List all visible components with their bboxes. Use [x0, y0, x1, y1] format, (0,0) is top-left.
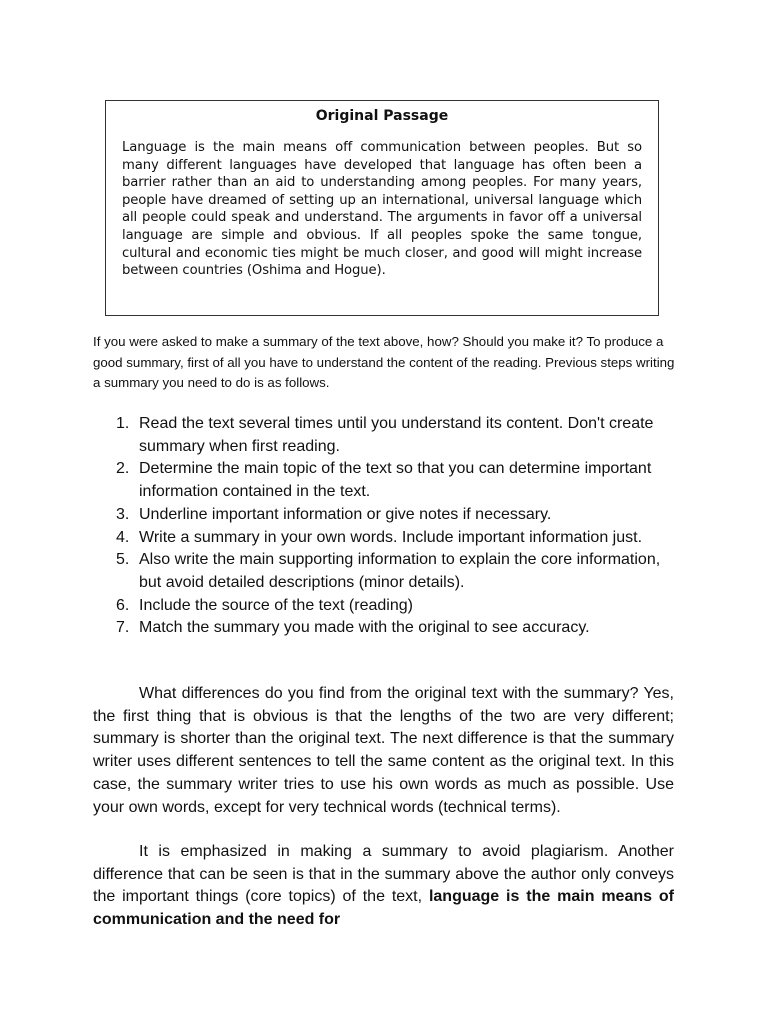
- paragraph-text: It is emphasized in making a summary to avoid plagiarism. Another difference that can be seen is that in the summary above the author only conveys the important things (core topics) of the text,: [93, 843, 674, 906]
- body-paragraph-plagiarism: [93, 841, 674, 932]
- original-passage-box: [105, 100, 659, 316]
- intro-paragraph: If you were asked to make a summary of the text above, how? Should you make it? To produce a good summary, first of all you have to understand the content of the reading. Previous steps writing a summary you need to do is as follows.: [93, 334, 675, 390]
- list-item-number: 7.: [116, 619, 130, 637]
- list-item-text: Read the text several times until you understand its content. Don't create summary when first reading.: [139, 415, 654, 455]
- list-item-text: Match the summary you made with the original to see accuracy.: [139, 619, 590, 637]
- paragraph-bold-text: language is the main means of communication and the need for: [93, 888, 674, 929]
- list-item-number: 5.: [116, 551, 130, 569]
- body-paragraph-differences: What differences do you find from the original text with the summary? Yes, the first thing that is obvious is that the lengths of the two are very different; summary is shorter than the original text. The next difference is that the summary writer uses different sentences to tell the same content as the original text. In this case, the summary writer tries to use his own words as much as possible. Use your own words, except for very technical words (technical terms).: [93, 685, 674, 816]
- list-item-text: Underline important information or give notes if necessary.: [139, 505, 552, 523]
- list-item-text: Determine the main topic of the text so that you can determine important information contained in the text.: [139, 460, 652, 501]
- list-item-text: Include the source of the text (reading): [139, 596, 413, 614]
- list-item: [93, 413, 683, 458]
- list-item-number: 2.: [116, 460, 130, 478]
- list-item: [93, 527, 683, 550]
- original-passage-text: Language is the main means off communication between peoples. But so many different languages have developed that language has often been a barrier rather than an aid to understanding among peoples. For many years, people have dreamed of setting up an international, universal language which all people could speak and understand. The arguments in favor off a universal language are simple and obvious. If all peoples spoke the same tongue, cultural and economic ties might be much closer, and good will might increase between countries (Oshima and Hogue).: [122, 140, 642, 279]
- list-item-number: 1.: [116, 415, 130, 432]
- list-item-number: 6.: [116, 596, 130, 614]
- list-item: [93, 504, 683, 527]
- list-item: [93, 549, 683, 594]
- list-item-text: Write a summary in your own words. Include important information just.: [139, 528, 643, 546]
- original-passage-title: Original Passage: [315, 108, 449, 124]
- list-item-text: Also write the main supporting information to explain the core information, but avoid detailed descriptions (minor details).: [139, 551, 661, 591]
- list-item-number: 3.: [116, 505, 130, 523]
- list-item: [93, 617, 683, 640]
- list-item-number: 4.: [116, 528, 130, 546]
- summary-steps-list: [93, 413, 683, 640]
- list-item: [93, 458, 683, 503]
- list-item: [93, 595, 683, 618]
